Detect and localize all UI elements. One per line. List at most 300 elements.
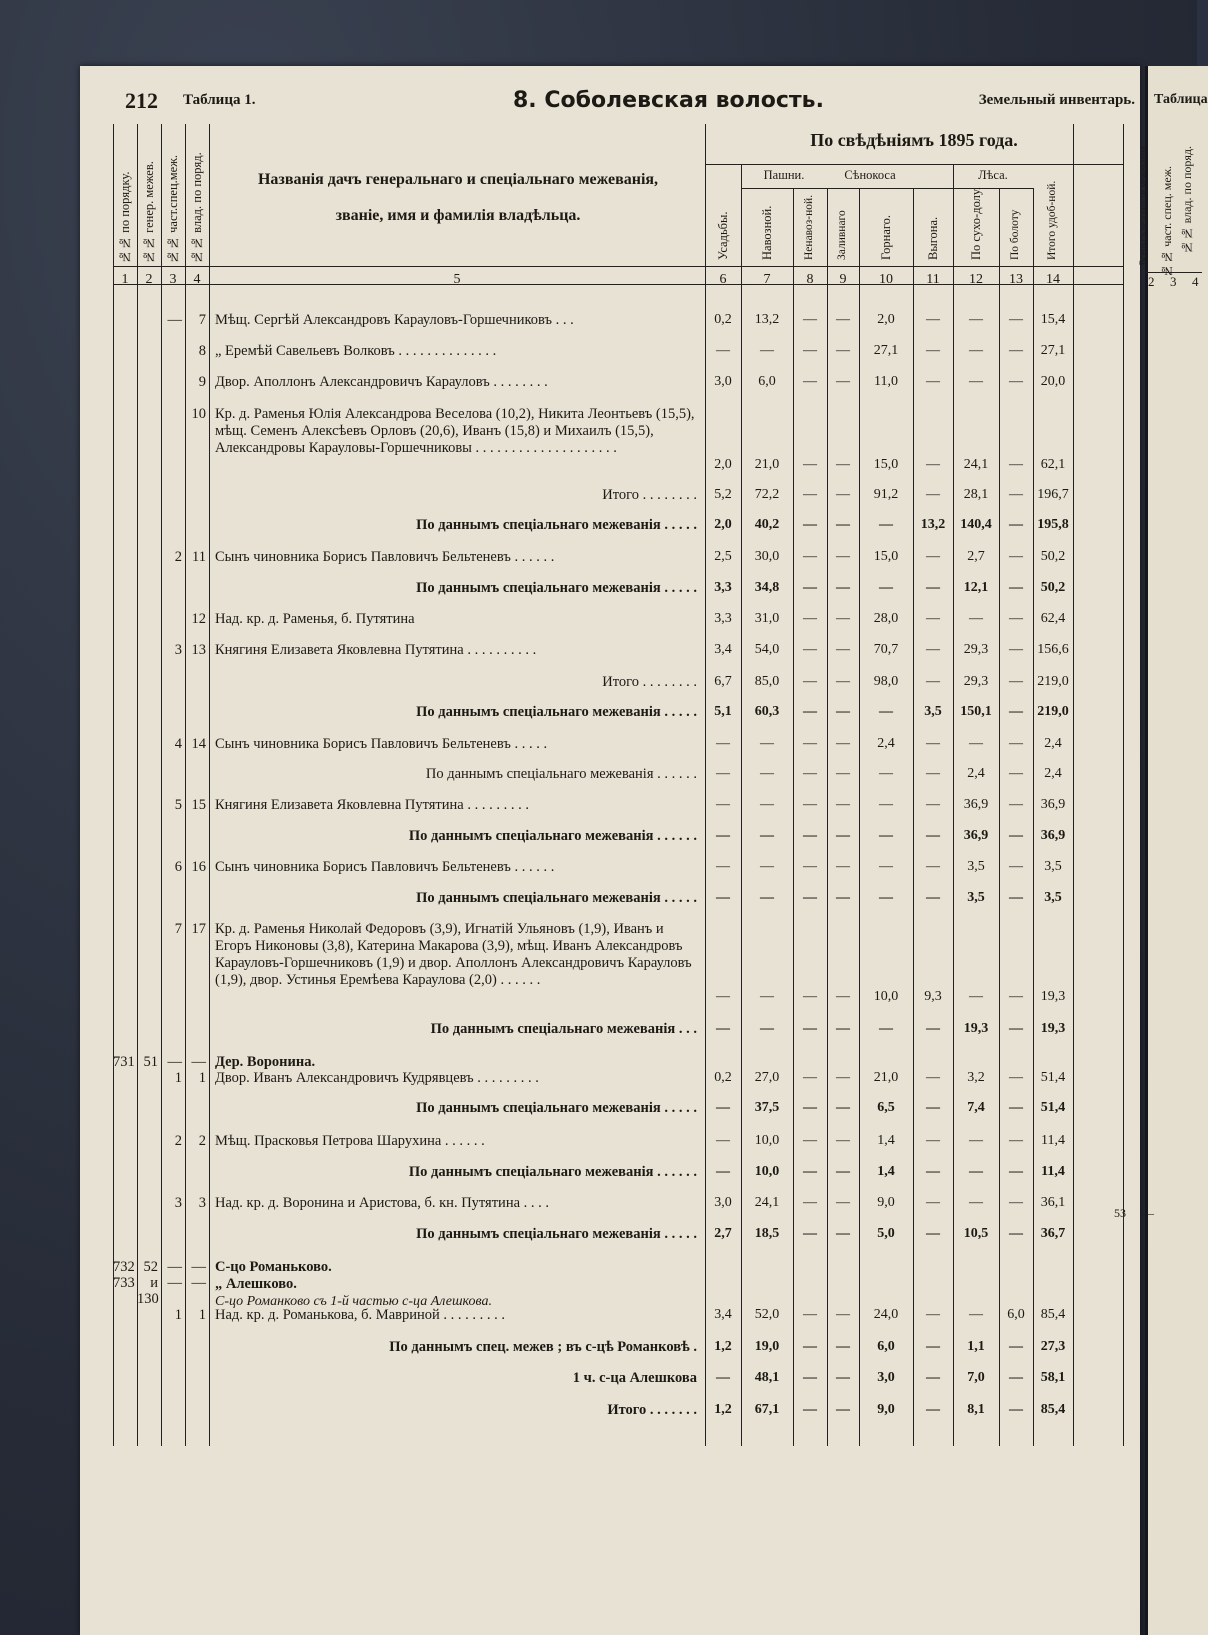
row-value: 24,1 xyxy=(754,1195,780,1210)
row-value: — xyxy=(836,312,850,327)
row-label: По даннымъ спеціальнаго межеванія . . . . . . xyxy=(408,1164,697,1180)
row-value: 6,0 xyxy=(877,1339,895,1354)
row-value: 72,2 xyxy=(754,487,780,502)
row-index: 11 xyxy=(192,549,206,565)
row-index: 7 xyxy=(198,312,206,328)
column-number: 9 xyxy=(839,272,847,287)
row-value: — xyxy=(879,797,893,812)
row-index: 17 xyxy=(191,921,206,937)
row-value: — xyxy=(969,1195,983,1210)
row-label: Княгиня Елизавета Яковлевна Путятина . . . . . . . . . xyxy=(215,797,529,813)
row-value: — xyxy=(803,1339,817,1354)
row-value: — xyxy=(836,890,850,905)
column-header: Горнаго. xyxy=(878,214,893,260)
row-value: — xyxy=(1009,1339,1023,1354)
row-value: — xyxy=(836,1070,850,1085)
row-value: 70,7 xyxy=(873,642,899,657)
row-value: 50,2 xyxy=(1040,549,1066,564)
row-value: — xyxy=(1009,457,1023,472)
row-value: 1,4 xyxy=(877,1133,895,1148)
next-page-number: 53 xyxy=(1114,1206,1126,1220)
header-rule xyxy=(705,164,1123,165)
row-label: Сынъ чиновника Борисъ Павловичъ Бельтеневъ . . . . . . xyxy=(215,859,555,875)
row-value: — xyxy=(803,611,817,626)
row-value: — xyxy=(969,736,983,751)
row-value: — xyxy=(803,487,817,502)
row-value: — xyxy=(716,766,730,781)
row-value: 37,5 xyxy=(754,1100,780,1115)
row-value: — xyxy=(803,343,817,358)
row-value: — xyxy=(803,859,817,874)
row-value: 19,0 xyxy=(754,1339,780,1354)
row-value: — xyxy=(926,642,940,657)
row-value: 196,7 xyxy=(1037,487,1069,502)
column-rule xyxy=(1123,124,1124,1446)
row-value: — xyxy=(803,1370,817,1385)
row-value: 1,2 xyxy=(714,1402,732,1417)
row-value: — xyxy=(1009,580,1023,595)
row-value: — xyxy=(716,1021,730,1036)
next-page-colnum: 3 xyxy=(1170,274,1177,289)
row-value: — xyxy=(1009,1021,1023,1036)
row-label: По даннымъ спеціальнаго межеванія . . . . . xyxy=(416,1100,697,1116)
row-label: Сынъ чиновника Борисъ Павловичъ Бельтеневъ . . . . . . xyxy=(215,549,555,565)
row-value: — xyxy=(760,766,774,781)
row-value: 40,2 xyxy=(754,517,780,532)
row-value: 9,0 xyxy=(877,1195,895,1210)
row-index: 14 xyxy=(191,736,206,752)
row-index: 2 xyxy=(174,1133,182,1149)
row-value: — xyxy=(803,457,817,472)
row-value: 1,1 xyxy=(967,1339,985,1354)
row-value: — xyxy=(803,1133,817,1148)
row-value: — xyxy=(969,312,983,327)
row-value: 62,1 xyxy=(1040,457,1066,472)
row-value: 19,3 xyxy=(963,1021,989,1036)
row-label: 1 ч. с-ца Алешкова xyxy=(572,1370,697,1386)
row-label: Итого . . . . . . . . xyxy=(602,487,697,503)
column-rule xyxy=(113,124,114,1446)
row-value: 28,1 xyxy=(963,487,989,502)
row-value: — xyxy=(926,312,940,327)
row-index: — — xyxy=(167,1259,182,1291)
row-value: — xyxy=(803,374,817,389)
row-value: — xyxy=(803,312,817,327)
row-value: — xyxy=(1009,1133,1023,1148)
row-value: — xyxy=(969,989,983,1004)
row-value: — xyxy=(969,1307,983,1322)
next-page-col-header: Всего съ ведомости межевания xyxy=(1138,146,1148,266)
row-value: 13,2 xyxy=(754,312,780,327)
row-value: — xyxy=(836,517,850,532)
row-value: 6,5 xyxy=(877,1100,895,1115)
header-rule xyxy=(741,188,1033,189)
row-value: — xyxy=(1009,674,1023,689)
row-value: 29,3 xyxy=(963,642,989,657)
row-value: — xyxy=(969,611,983,626)
row-value: 3,5 xyxy=(967,859,985,874)
row-value: 48,1 xyxy=(754,1370,780,1385)
column-number: 6 xyxy=(719,272,727,287)
row-value: — xyxy=(836,549,850,564)
row-value: — xyxy=(1009,1164,1023,1179)
row-value: 51,4 xyxy=(1040,1070,1066,1085)
row-value: — xyxy=(836,1370,850,1385)
row-value: 8,1 xyxy=(967,1402,985,1417)
row-value: 7,4 xyxy=(967,1100,985,1115)
column-header: Навозной. xyxy=(759,205,774,260)
row-value: — xyxy=(803,1070,817,1085)
row-label: Сынъ чиновника Борисъ Павловичъ Бельтеневъ . . . . . xyxy=(215,736,548,752)
row-value: 9,0 xyxy=(877,1402,895,1417)
row-label: Дер. Воронина. xyxy=(215,1054,316,1070)
row-value: — xyxy=(879,828,893,843)
row-value: 7,0 xyxy=(967,1370,985,1385)
next-page-rule xyxy=(1146,272,1202,273)
row-value: 1,2 xyxy=(714,1339,732,1354)
row-label: Двор. Иванъ Александровичъ Кудрявцевъ . . . . . . . . . xyxy=(215,1070,539,1086)
row-value: — xyxy=(716,828,730,843)
row-value: 6,7 xyxy=(714,674,732,689)
column-header: Усадьбы. xyxy=(715,211,730,260)
row-value: 24,1 xyxy=(963,457,989,472)
row-value: — xyxy=(836,1164,850,1179)
next-page-edge xyxy=(1114,66,1208,1635)
next-page-col-header: №№ част. спец. меж. xyxy=(1160,166,1174,278)
next-page-col-header: №№ влад. по поряд. xyxy=(1180,146,1194,255)
row-value: 3,3 xyxy=(714,580,732,595)
next-page-colnum: 4 xyxy=(1192,274,1199,289)
row-value: 10,0 xyxy=(754,1164,780,1179)
column-number: 8 xyxy=(806,272,814,287)
row-value: 51,4 xyxy=(1040,1100,1066,1115)
row-value: — xyxy=(1009,890,1023,905)
row-value: 27,0 xyxy=(754,1070,780,1085)
row-value: 29,3 xyxy=(963,674,989,689)
row-label: Мѣщ. Сергѣй Александровъ Карауловъ-Горшечниковъ . . . xyxy=(215,312,574,328)
land-table xyxy=(113,124,1135,1512)
row-value: — xyxy=(803,1226,817,1241)
column-header: Итого удоб-ной. xyxy=(1045,180,1058,260)
row-value: — xyxy=(836,1133,850,1148)
row-value: 140,4 xyxy=(960,517,992,532)
row-value: — xyxy=(803,1021,817,1036)
row-value: — xyxy=(803,580,817,595)
row-value: — xyxy=(1009,517,1023,532)
row-value: — xyxy=(1009,704,1023,719)
row-value: 30,0 xyxy=(754,549,780,564)
row-value: — xyxy=(836,766,850,781)
page-number: 212 xyxy=(125,88,158,113)
row-value: — xyxy=(1009,343,1023,358)
row-index: 1 xyxy=(198,1307,206,1323)
volost-title: 8. Соболевская волость. xyxy=(513,88,824,113)
row-value: — xyxy=(1009,989,1023,1004)
row-index: — xyxy=(191,1054,206,1070)
row-label: Мѣщ. Прасковья Петрова Шарухина . . . . . . xyxy=(215,1133,485,1149)
row-value: 15,0 xyxy=(873,457,899,472)
column-number: 12 xyxy=(969,272,983,287)
row-value: 20,0 xyxy=(1040,374,1066,389)
row-label: Итого . . . . . . . . xyxy=(602,674,697,690)
row-value: — xyxy=(926,457,940,472)
row-value: — xyxy=(1009,828,1023,843)
row-value: — xyxy=(760,736,774,751)
row-value: — xyxy=(879,704,893,719)
row-value: — xyxy=(803,674,817,689)
row-value: 36,1 xyxy=(1040,1195,1066,1210)
row-value: 28,0 xyxy=(873,611,899,626)
column-header-group: По свѣдѣніямъ 1895 года. xyxy=(810,130,1018,150)
row-value: — xyxy=(926,736,940,751)
row-value: — xyxy=(760,343,774,358)
row-value: — xyxy=(1009,766,1023,781)
row-value: 5,2 xyxy=(714,487,732,502)
row-value: — xyxy=(1009,736,1023,751)
row-value: 195,8 xyxy=(1037,517,1069,532)
row-value: — xyxy=(926,828,940,843)
row-label: Над. кр. д. Романькова, б. Мавриной . . . . . . . . . xyxy=(215,1307,505,1323)
row-value: — xyxy=(716,797,730,812)
row-value: — xyxy=(803,890,817,905)
column-header-name: Названія дачъ генеральнаго и спеціальнаго межеванія, званіе, имя и фамилія владѣльца. xyxy=(257,171,659,224)
row-value: — xyxy=(926,1370,940,1385)
row-value: 19,3 xyxy=(1040,989,1066,1004)
row-index: 52 и 130 xyxy=(137,1259,159,1307)
row-value: — xyxy=(760,797,774,812)
row-value: 2,7 xyxy=(967,549,985,564)
row-value: 11,0 xyxy=(874,374,898,389)
row-label: По даннымъ спеціальнаго межеванія . . . . . xyxy=(416,890,697,906)
page-header xyxy=(125,88,1137,118)
row-value: — xyxy=(926,1070,940,1085)
header-rule xyxy=(113,266,1123,267)
row-value: — xyxy=(1009,859,1023,874)
row-value: 6,0 xyxy=(1007,1307,1025,1322)
row-value: — xyxy=(836,1339,850,1354)
row-index: 6 xyxy=(174,859,182,875)
row-value: — xyxy=(803,1100,817,1115)
row-value: 10,0 xyxy=(873,989,899,1004)
row-value: — xyxy=(836,989,850,1004)
row-value: 36,7 xyxy=(1040,1226,1066,1241)
row-value: 3,5 xyxy=(1044,859,1062,874)
row-index: 732 733 xyxy=(113,1259,135,1291)
row-index: 12 xyxy=(191,611,206,627)
column-number: 2 xyxy=(145,272,153,287)
row-index: 4 xyxy=(174,736,182,752)
row-value: 2,4 xyxy=(877,736,895,751)
row-value: — xyxy=(803,642,817,657)
row-value: — xyxy=(803,1307,817,1322)
row-value: 3,2 xyxy=(967,1070,985,1085)
row-value: — xyxy=(926,766,940,781)
row-value: — xyxy=(926,487,940,502)
row-value: — xyxy=(879,517,893,532)
row-value: — xyxy=(926,549,940,564)
row-value: — xyxy=(926,1195,940,1210)
row-value: 10,5 xyxy=(963,1226,989,1241)
row-value: 18,5 xyxy=(754,1226,780,1241)
row-value: 36,9 xyxy=(1040,828,1066,843)
row-value: — xyxy=(1009,1100,1023,1115)
column-header: Выгона. xyxy=(925,216,940,260)
row-value: 67,1 xyxy=(754,1402,780,1417)
column-number: 11 xyxy=(926,272,940,287)
column-number: 4 xyxy=(193,272,201,287)
row-value: — xyxy=(926,580,940,595)
row-value: — xyxy=(716,343,730,358)
row-value: — xyxy=(926,674,940,689)
row-label: По даннымъ спеціальнаго межеванія . . . . . xyxy=(416,704,697,720)
row-note: С-цо Романково съ 1-й частью с-ца Алешкова. xyxy=(215,1294,493,1309)
row-value: — xyxy=(760,859,774,874)
row-index: 51 xyxy=(143,1054,158,1070)
row-label: Над. кр. д. Воронина и Аристова, б. кн. Путятина . . . . xyxy=(215,1195,550,1211)
row-index: 15 xyxy=(191,797,206,813)
column-number: 10 xyxy=(879,272,893,287)
row-index: 16 xyxy=(191,859,206,875)
column-number: 5 xyxy=(453,272,461,287)
row-index: 8 xyxy=(198,343,206,359)
row-value: — xyxy=(1009,1070,1023,1085)
row-value: 85,0 xyxy=(754,674,780,689)
column-number: 13 xyxy=(1009,272,1023,287)
column-rule xyxy=(209,124,210,1446)
row-value: — xyxy=(836,1226,850,1241)
row-value: — xyxy=(836,859,850,874)
row-value: — xyxy=(926,859,940,874)
column-number: 14 xyxy=(1046,272,1060,287)
row-value: — xyxy=(969,1133,983,1148)
row-value: — xyxy=(1009,374,1023,389)
row-label: Княгиня Елизавета Яковлевна Путятина . . . . . . . . . . xyxy=(215,642,537,658)
row-value: 2,0 xyxy=(877,312,895,327)
row-label: По даннымъ спеціальнаго межеванія . . . . . xyxy=(416,580,697,596)
row-index: 3 xyxy=(174,1195,182,1211)
row-value: 85,4 xyxy=(1040,1307,1066,1322)
row-value: 13,2 xyxy=(920,517,946,532)
row-value: 3,4 xyxy=(714,1307,732,1322)
row-label: По даннымъ спеціальнаго межеванія . . . . . xyxy=(416,1226,697,1242)
row-index: — — xyxy=(191,1259,206,1291)
row-value: 9,3 xyxy=(924,989,942,1004)
row-value: 36,9 xyxy=(963,828,989,843)
row-value: 2,0 xyxy=(714,517,732,532)
row-value: 10,0 xyxy=(754,1133,780,1148)
row-value: — xyxy=(879,1021,893,1036)
row-value: — xyxy=(716,736,730,751)
row-value: — xyxy=(926,1100,940,1115)
row-value: 3,0 xyxy=(714,374,732,389)
row-value: 31,0 xyxy=(754,611,780,626)
row-value: — xyxy=(836,1307,850,1322)
row-label: „ Еремѣй Савельевъ Волковъ . . . . . . . . . . . . . . xyxy=(215,343,497,359)
row-index: 7 xyxy=(174,921,182,937)
column-rule xyxy=(1073,124,1074,1446)
next-page-colnum: 2 xyxy=(1148,274,1155,289)
row-value: 50,2 xyxy=(1040,580,1066,595)
row-value: 3,5 xyxy=(924,704,942,719)
row-value: 2,7 xyxy=(714,1226,732,1241)
column-header: №№ влад. по поряд. xyxy=(189,152,204,264)
row-value: — xyxy=(716,859,730,874)
row-value: — xyxy=(836,343,850,358)
row-value: 2,4 xyxy=(1044,736,1062,751)
row-label: По даннымъ спец. межев ; въ с-цѣ Романковѣ . xyxy=(389,1339,697,1355)
row-value: — xyxy=(969,1164,983,1179)
row-value: — xyxy=(1009,487,1023,502)
row-value: 3,5 xyxy=(967,890,985,905)
row-index: 1 xyxy=(198,1070,206,1086)
row-value: — xyxy=(1009,797,1023,812)
next-page-dash: — xyxy=(1142,1206,1154,1220)
row-index: 10 xyxy=(191,406,206,422)
column-number: 3 xyxy=(169,272,177,287)
row-value: 3,5 xyxy=(1044,890,1062,905)
row-index: 5 xyxy=(174,797,182,813)
column-header: Ненавоз-ной. xyxy=(802,194,815,260)
row-value: — xyxy=(836,1021,850,1036)
row-value: 219,0 xyxy=(1037,674,1069,689)
row-value: — xyxy=(803,1402,817,1417)
column-header-senokosa: Сѣнокоса xyxy=(844,168,896,182)
row-value: — xyxy=(803,797,817,812)
column-header: По болоту xyxy=(1008,209,1021,260)
row-index: 1 xyxy=(174,1307,182,1323)
table-label: Таблица 1. xyxy=(183,92,256,108)
row-value: — xyxy=(1009,1370,1023,1385)
row-value: — xyxy=(803,736,817,751)
row-value: — xyxy=(836,1100,850,1115)
row-value: 3,3 xyxy=(714,611,732,626)
row-value: 219,0 xyxy=(1037,704,1069,719)
row-value: 11,4 xyxy=(1041,1164,1065,1179)
row-index: — xyxy=(167,312,182,328)
row-value: — xyxy=(760,1021,774,1036)
row-value: — xyxy=(836,736,850,751)
row-value: — xyxy=(803,989,817,1004)
row-value: 150,1 xyxy=(960,704,992,719)
row-value: — xyxy=(803,1195,817,1210)
row-index: 731 xyxy=(113,1054,135,1070)
row-value: — xyxy=(716,1370,730,1385)
row-value: — xyxy=(836,674,850,689)
row-label: Над. кр. д. Раменья, б. Путятина xyxy=(215,611,415,627)
row-value: 15,4 xyxy=(1040,312,1066,327)
next-page-title: Таблица xyxy=(1154,92,1208,107)
row-value: 0,2 xyxy=(714,312,732,327)
row-label: С-цо Романьково. „ Алешково. xyxy=(215,1259,332,1292)
row-value: — xyxy=(836,642,850,657)
row-value: 27,3 xyxy=(1040,1339,1066,1354)
row-value: — xyxy=(926,343,940,358)
column-rule xyxy=(137,124,138,1446)
row-value: — xyxy=(1009,1195,1023,1210)
row-value: 156,6 xyxy=(1037,642,1069,657)
row-value: — xyxy=(803,517,817,532)
row-value: 5,0 xyxy=(877,1226,895,1241)
row-value: — xyxy=(926,797,940,812)
row-label: Итого . . . . . . . xyxy=(607,1402,697,1418)
column-header: Заливнаго xyxy=(835,210,848,260)
row-value: — xyxy=(803,1164,817,1179)
row-value: — xyxy=(760,989,774,1004)
row-value: 5,1 xyxy=(714,704,732,719)
row-value: — xyxy=(803,549,817,564)
row-value: — xyxy=(879,766,893,781)
row-value: 27,1 xyxy=(873,343,899,358)
